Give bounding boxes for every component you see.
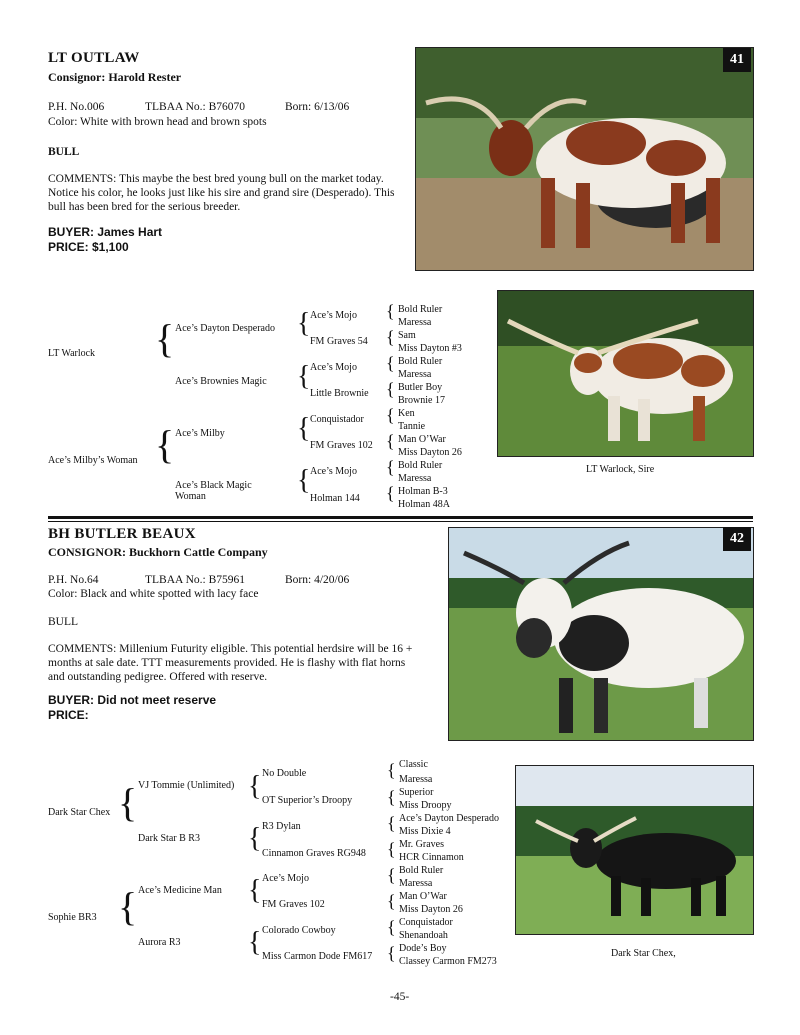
pedigree-dam: Ace’s Milby’s Woman — [48, 455, 138, 466]
pedigree-gen3: Ace’s Mojo — [310, 310, 357, 321]
pedigree-brace-icon: { — [387, 839, 396, 859]
lot42-sex: BULL — [48, 616, 79, 628]
pedigree-gen4: Miss Dayton 26 — [399, 904, 463, 915]
pedigree-gen4: Miss Droopy — [399, 800, 452, 811]
pedigree-gen4: Conquistador — [399, 917, 453, 928]
pedigree-gen3: Ace’s Mojo — [310, 362, 357, 373]
pedigree-gen4: Maressa — [399, 878, 433, 889]
pedigree-brace-icon: { — [386, 353, 395, 373]
lot41-consignor: Consignor: Harold Rester — [48, 70, 182, 84]
pedigree-gen4: Miss Dixie 4 — [399, 826, 451, 837]
lot41-sex: BULL — [48, 146, 80, 158]
pedigree-gen4: Butler Boy — [398, 382, 443, 393]
pedigree-gen4: Man O’War — [399, 891, 447, 902]
pedigree-gen4: Bold Ruler — [398, 460, 443, 471]
pedigree-brace-icon: { — [297, 413, 311, 444]
pedigree-gen4: Man O’War — [398, 434, 446, 445]
lot42-color: Color: Black and white spotted with lacy face — [48, 588, 259, 600]
lot41-ph-no: P.H. No.006 — [48, 101, 105, 113]
lot42-born: Born: 4/20/06 — [285, 574, 350, 586]
pedigree-gen3: FM Graves 102 — [262, 899, 325, 910]
pedigree-gen2: Ace’s Black Magic Woman — [175, 480, 252, 502]
pedigree-gen4: Bold Ruler — [399, 865, 444, 876]
pedigree-brace-icon: { — [248, 927, 262, 958]
lot42-lot-number: 42 — [723, 527, 751, 551]
pedigree-brace-icon: { — [387, 917, 396, 937]
pedigree-brace-icon: { — [386, 301, 395, 321]
pedigree-gen4: Bold Ruler — [398, 356, 443, 367]
lot42-sire-caption: Dark Star Chex, — [611, 948, 676, 959]
pedigree-brace-icon: { — [118, 780, 138, 825]
lot41-sire-caption: LT Warlock, Sire — [586, 464, 655, 475]
pedigree-gen4: Sam — [398, 330, 416, 341]
lot42-cattle-photo — [448, 527, 754, 741]
pedigree-gen3: Colorado Cowboy — [262, 925, 336, 936]
pedigree-gen4: Classey Carmon FM273 — [399, 956, 497, 967]
pedigree-gen2: Ace’s Medicine Man — [138, 885, 222, 896]
pedigree-gen2: Ace’s Brownies Magic — [175, 376, 267, 387]
pedigree-gen2: VJ Tommie (Unlimited) — [138, 780, 235, 791]
pedigree-gen4: Miss Dayton 26 — [398, 447, 462, 458]
pedigree-gen4: Dode’s Boy — [399, 943, 447, 954]
section-divider — [48, 516, 753, 519]
section-divider — [48, 521, 753, 522]
lot41-cattle-photo — [415, 47, 754, 271]
pedigree-gen2: Ace’s Dayton Desperado — [175, 323, 275, 334]
pedigree-brace-icon: { — [248, 823, 262, 854]
pedigree-gen4: Maressa — [398, 473, 432, 484]
pedigree-brace-icon: { — [387, 865, 396, 885]
pedigree-gen4: Mr. Graves — [399, 839, 444, 850]
lot41-title: LT OUTLAW — [48, 50, 140, 66]
pedigree-brace-icon: { — [387, 760, 396, 780]
lot42-title: BH BUTLER BEAUX — [48, 526, 196, 542]
lot41-color: Color: White with brown head and brown spots — [48, 116, 267, 128]
pedigree-brace-icon: { — [118, 884, 138, 929]
pedigree-gen4: Maressa — [398, 369, 432, 380]
lot41-lot-number: 41 — [723, 48, 751, 72]
lot42-price: PRICE: — [48, 708, 89, 722]
lot42-tlbaa-no: TLBAA No.: B75961 — [145, 574, 245, 586]
pedigree-gen3: Conquistador — [310, 414, 364, 425]
pedigree-gen4: Bold Ruler — [398, 304, 443, 315]
pedigree-gen3: Miss Carmon Dode FM617 — [262, 951, 373, 962]
pedigree-brace-icon: { — [297, 308, 311, 339]
pedigree-gen2: Dark Star B R3 — [138, 833, 200, 844]
lot41-sire-photo — [497, 290, 754, 457]
lot42-sire-photo — [515, 765, 754, 935]
pedigree-brace-icon: { — [386, 379, 395, 399]
pedigree-gen3: Holman 144 — [310, 493, 360, 504]
pedigree-gen4: Maressa — [398, 317, 432, 328]
pedigree-gen4: Brownie 17 — [398, 395, 445, 406]
pedigree-brace-icon: { — [386, 483, 395, 503]
cattle-photo-icon — [449, 528, 753, 740]
pedigree-gen3: Ace’s Mojo — [262, 873, 309, 884]
pedigree-sire: LT Warlock — [48, 348, 96, 359]
pedigree-brace-icon: { — [248, 771, 262, 802]
pedigree-gen4: Shenandoah — [399, 930, 448, 941]
pedigree-gen4: Classic — [399, 759, 428, 770]
pedigree-sire: Dark Star Chex — [48, 807, 111, 818]
pedigree-brace-icon: { — [386, 457, 395, 477]
lot41-tlbaa-no: TLBAA No.: B76070 — [145, 101, 245, 113]
pedigree-gen3: FM Graves 54 — [310, 336, 368, 347]
page-number: -45- — [390, 991, 410, 1003]
cattle-photo-icon — [516, 766, 753, 934]
pedigree-brace-icon: { — [387, 891, 396, 911]
pedigree-gen4: Ken — [398, 408, 415, 419]
pedigree-gen4: Tannie — [398, 421, 426, 432]
pedigree-brace-icon: { — [155, 422, 175, 467]
pedigree-brace-icon: { — [387, 813, 396, 833]
pedigree-gen4: Holman B-3 — [398, 486, 448, 497]
pedigree-gen4: Ace’s Dayton Desperado — [399, 813, 499, 824]
pedigree-gen2: Aurora R3 — [138, 937, 181, 948]
pedigree-gen3: Cinnamon Graves RG948 — [262, 848, 366, 859]
pedigree-gen4: Maressa — [399, 774, 433, 785]
lot42-consignor: CONSIGNOR: Buckhorn Cattle Company — [48, 545, 268, 559]
lot42-comments: COMMENTS: Millenium Futurity eligible. This potential herdsire will be 16 + months at sale date. TTT measurements provided. He is flashy with flat horns and outstanding pedigree. Offered with reserve. — [48, 643, 413, 683]
pedigree-gen4: Holman 48A — [398, 499, 450, 510]
pedigree-dam: Sophie BR3 — [48, 912, 97, 923]
lot42-buyer: BUYER: Did not meet reserve — [48, 693, 217, 707]
pedigree-brace-icon: { — [387, 943, 396, 963]
pedigree-brace-icon: { — [248, 875, 262, 906]
pedigree-brace-icon: { — [155, 316, 175, 361]
pedigree-brace-icon: { — [387, 787, 396, 807]
pedigree-gen3: Ace’s Mojo — [310, 466, 357, 477]
pedigree-brace-icon: { — [386, 405, 395, 425]
pedigree-brace-icon: { — [297, 361, 311, 392]
pedigree-gen2: Ace’s Milby — [175, 428, 225, 439]
pedigree-brace-icon: { — [386, 431, 395, 451]
cattle-photo-icon — [416, 48, 753, 270]
pedigree-gen3: R3 Dylan — [262, 821, 301, 832]
pedigree-gen4: Superior — [399, 787, 434, 798]
pedigree-brace-icon: { — [297, 465, 311, 496]
pedigree-brace-icon: { — [386, 327, 395, 347]
pedigree-gen3: FM Graves 102 — [310, 440, 373, 451]
lot41-comments: COMMENTS: This maybe the best bred young bull on the market today. Notice his color, he looks just like his sire and grand sire (Desperado). This bull has been bred for the serious breeder. — [48, 173, 395, 213]
lot42-ph-no: P.H. No.64 — [48, 574, 99, 586]
cattle-photo-icon — [498, 291, 753, 456]
pedigree-gen4: HCR Cinnamon — [399, 852, 464, 863]
lot41-born: Born: 6/13/06 — [285, 101, 350, 113]
pedigree-gen3: Little Brownie — [310, 388, 369, 399]
pedigree-gen3: OT Superior’s Droopy — [262, 795, 353, 806]
lot41-price: PRICE: $1,100 — [48, 240, 129, 254]
pedigree-gen3: No Double — [262, 768, 307, 779]
pedigree-gen4: Miss Dayton #3 — [398, 343, 462, 354]
lot41-buyer: BUYER: James Hart — [48, 225, 163, 239]
